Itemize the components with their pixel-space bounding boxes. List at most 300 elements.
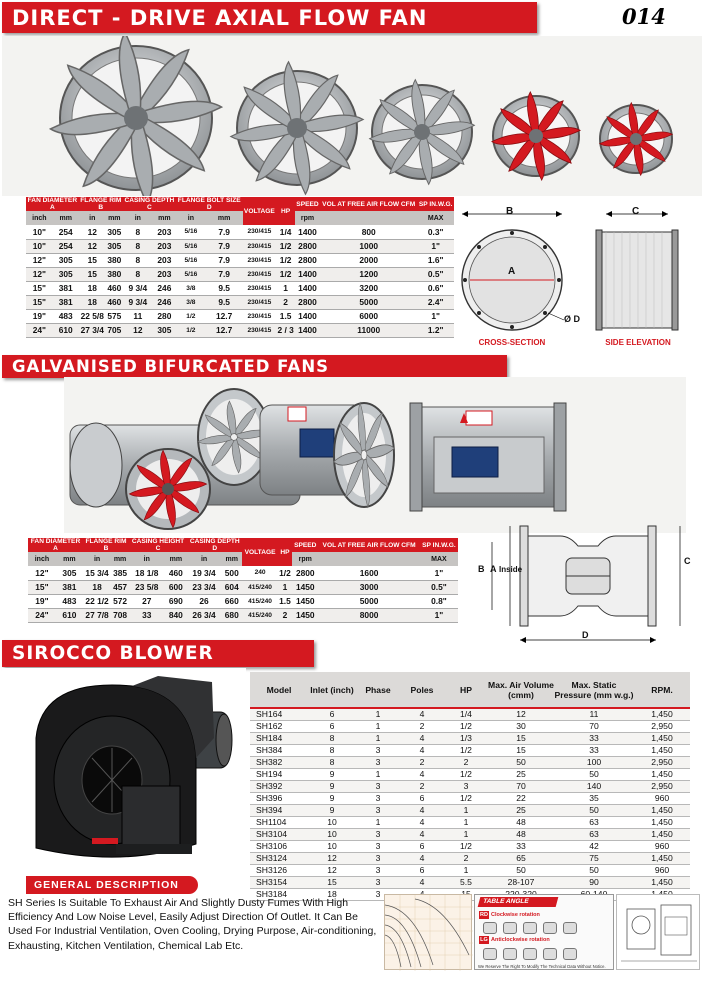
header-hp: HP <box>278 538 293 566</box>
unit: mm <box>111 552 129 566</box>
dim-label-c: C <box>632 206 640 217</box>
general-description-text: SH Series Is Suitable To Exhaust Air And Slightly Dusty Fumes With High Efficiency And Low Noise Level, Easily Adjust Direction Of Outlet. It Can Be Used For Industrial Ventilation, Oven Cooling, Drying Purpose, Air-conditioning, Exhausting, Kitchen Ventilation, Chemical Lab Etc. <box>8 897 377 952</box>
table-cell: 230/415 <box>243 239 277 253</box>
table-cell: 1/2 <box>276 253 295 267</box>
table-cell: 8 <box>123 267 153 281</box>
table-cell: 50 <box>488 865 554 877</box>
table-cell: 1,450 <box>634 829 690 841</box>
table-cell: 690 <box>165 594 188 608</box>
table-cell: 381 <box>53 281 79 295</box>
table-cell: 1,450 <box>634 745 690 757</box>
table-cell: 1 <box>444 805 488 817</box>
table-cell: 63 <box>554 817 634 829</box>
section-title-sirocco-blower: SIROCCO BLOWER <box>2 640 314 667</box>
table-cell: 1400 <box>295 267 320 281</box>
table-cell: 8 <box>123 253 153 267</box>
header-speed: SPEED <box>292 538 318 552</box>
unit: rpm <box>292 552 318 566</box>
table-cell: 1000 <box>320 239 417 253</box>
table-row <box>250 841 690 853</box>
dim-label-c: C <box>684 556 691 566</box>
table-cell: 6 <box>308 721 356 733</box>
table-cell: 1400 <box>295 225 320 239</box>
table-cell: 12 <box>123 323 153 337</box>
unit: mm <box>206 211 243 225</box>
table-cell: 705 <box>107 325 122 335</box>
bifurcated-fan-diagram <box>470 520 698 646</box>
table-cell: 9 3/4 <box>123 281 153 295</box>
table-cell: 2 <box>400 757 444 769</box>
table-cell: 230/415 <box>243 295 277 309</box>
table-cell: 18 <box>308 889 356 901</box>
table-cell: SH394 <box>250 805 308 817</box>
table-cell: 19" <box>26 309 53 323</box>
table-cell: 3000 <box>318 580 420 594</box>
table-cell: 380 <box>107 269 122 279</box>
unit: mm <box>53 211 79 225</box>
table-cell: 2.4" <box>417 295 454 309</box>
table-angle-title: TABLE ANGLE <box>478 897 559 907</box>
table-cell: 1.5 <box>279 596 291 606</box>
table-cell: 23 5/8 <box>129 580 165 594</box>
table-row <box>250 865 690 877</box>
table-cell: 2 <box>444 853 488 865</box>
table-cell: 10" <box>26 239 53 253</box>
table-cell: 3 <box>356 841 400 853</box>
table-cell: 1/2 <box>176 309 206 323</box>
table-cell: 1.6" <box>417 253 454 267</box>
table-cell: 415/240 <box>242 580 277 594</box>
table-cell: 3 <box>356 805 400 817</box>
table-cell: 9 <box>308 781 356 793</box>
page-number: 014 <box>622 4 666 29</box>
table-cell: 2000 <box>320 253 417 267</box>
table-cell: 1/2 <box>444 745 488 757</box>
table-cell: 2 / 3 <box>277 325 294 335</box>
table-cell: 11 <box>554 708 634 721</box>
table-cell: 1" <box>420 566 458 580</box>
rotation-icon <box>503 948 517 960</box>
performance-curve-thumbnail <box>384 894 472 970</box>
table-cell: 10 <box>308 817 356 829</box>
table-cell: 1,450 <box>634 877 690 889</box>
table-cell: 35 <box>554 793 634 805</box>
table-row <box>250 721 690 733</box>
header-inlet: Inlet (inch) <box>308 672 356 708</box>
unit: inch <box>28 552 56 566</box>
table-cell: 9.5 <box>206 281 243 295</box>
table-cell: 5000 <box>320 295 417 309</box>
unit: inch <box>26 211 53 225</box>
header-static-pressure: Max. Static Pressure (mm w.g.) <box>554 672 634 708</box>
table-cell: 230/415 <box>243 281 277 295</box>
table-cell: 10" <box>26 225 53 239</box>
table-cell: 90 <box>554 877 634 889</box>
table-cell: 5.5 <box>444 877 488 889</box>
dim-label-a: A <box>508 266 516 277</box>
table-cell: 5/16 <box>176 267 206 281</box>
table-cell: 27 7/8 <box>83 608 111 622</box>
table-cell: 9 <box>308 793 356 805</box>
table-cell: 305 <box>53 253 79 267</box>
table-cell: 1/2 <box>444 769 488 781</box>
table-cell: 1/2 <box>278 566 293 580</box>
table-cell: 15 <box>308 877 356 889</box>
table-cell: 33 <box>488 841 554 853</box>
table-cell: 1" <box>417 309 454 323</box>
table-cell: 18 <box>83 580 111 594</box>
table-cell: 1450 <box>292 594 318 608</box>
unit <box>318 552 420 566</box>
table-cell: 1 <box>356 721 400 733</box>
table-cell: 1400 <box>295 281 320 295</box>
table-row <box>28 594 458 608</box>
table-cell: 15 3/4 <box>83 566 111 580</box>
table-cell: 5000 <box>318 594 420 608</box>
table-cell: 15" <box>26 295 53 309</box>
table-cell: 8 <box>308 745 356 757</box>
table-cell: 230/415 <box>243 225 277 239</box>
table-cell: SH396 <box>250 793 308 805</box>
table-cell: 33 <box>129 608 165 622</box>
table-cell: 960 <box>634 793 690 805</box>
table-row <box>26 267 454 281</box>
table-cell: 3 <box>356 829 400 841</box>
table-cell: 24" <box>28 608 56 622</box>
table-cell: 0.6" <box>417 281 454 295</box>
table-cell: 385 <box>111 566 129 580</box>
table-cell: 1.5 <box>276 309 295 323</box>
table-cell: 12.7 <box>206 309 243 323</box>
bifurcated-fan-photo <box>64 377 686 533</box>
table-cell: SH3126 <box>250 865 308 877</box>
header-volume: VOL AT FREE AIR FLOW CFM <box>318 538 420 552</box>
table-cell: 15" <box>26 281 53 295</box>
table-cell: 280 <box>153 309 176 323</box>
header-casing-depth: CASING DEPTH D <box>187 538 242 552</box>
rotation-icon <box>543 948 557 960</box>
table-cell: 65 <box>488 853 554 865</box>
table-cell: SH3154 <box>250 877 308 889</box>
table-cell: 254 <box>53 225 79 239</box>
header-sp: SP IN.W.G. <box>417 197 454 211</box>
table-row <box>28 566 458 580</box>
table-row <box>250 877 690 889</box>
table-cell: 12 <box>308 853 356 865</box>
axial-fan-photo <box>2 36 702 196</box>
blower-dimension-drawing <box>616 894 700 970</box>
table-cell: 3/8 <box>176 295 206 309</box>
unit: in <box>187 552 221 566</box>
table-cell: 23 3/4 <box>187 580 221 594</box>
table-cell: 9 <box>308 805 356 817</box>
table-cell: 6 <box>308 708 356 721</box>
header-sp: SP IN.W.G. <box>420 538 458 552</box>
table-cell: 3 <box>356 877 400 889</box>
table-cell: 4 <box>400 745 444 757</box>
caption-cross-section: CROSS-SECTION <box>478 338 546 347</box>
header-speed: SPEED <box>295 197 320 211</box>
axial-fan-diagram <box>456 200 696 350</box>
clockwise-rotation-label <box>479 911 540 919</box>
table-angle-box <box>474 894 614 970</box>
table-cell: 3 <box>444 781 488 793</box>
table-cell: 610 <box>56 608 83 622</box>
table-cell: 2,950 <box>634 721 690 733</box>
table-cell: 8 <box>308 733 356 745</box>
table-row <box>250 757 690 769</box>
table-cell: SH164 <box>250 708 308 721</box>
table-cell: 7.9 <box>206 239 243 253</box>
table-cell: 12 <box>308 865 356 877</box>
table-cell: 2 <box>278 608 293 622</box>
table-cell: 4 <box>400 733 444 745</box>
table-cell: 2800 <box>295 295 320 309</box>
table-cell: 203 <box>153 225 176 239</box>
table-cell: 240 <box>242 566 277 580</box>
table-cell: 4 <box>400 708 444 721</box>
table-cell: 3 <box>356 793 400 805</box>
table-cell: 12.7 <box>206 323 243 337</box>
table-cell: 3 <box>356 889 400 901</box>
table-cell: SH162 <box>250 721 308 733</box>
unit: mm <box>106 211 123 225</box>
table-cell: 3 <box>356 757 400 769</box>
dim-label-a: A <box>490 564 497 574</box>
table-cell: 4 <box>400 817 444 829</box>
table-cell: 18 <box>79 295 106 309</box>
table-row <box>26 295 454 309</box>
table-cell: SH3184 <box>250 889 308 901</box>
table-cell: 48 <box>488 829 554 841</box>
table-cell: 63 <box>554 829 634 841</box>
sirocco-blower-photo <box>2 668 246 872</box>
table-cell: 9 3/4 <box>123 295 153 309</box>
header-fan-diameter: FAN DIAMETER A <box>27 197 78 211</box>
table-cell: 1" <box>417 239 454 253</box>
table-cell: 1/4 <box>444 708 488 721</box>
table-cell: 460 <box>107 283 122 293</box>
table-cell: 140 <box>554 781 634 793</box>
table-cell: 0.5" <box>420 580 458 594</box>
table-cell: 70 <box>488 781 554 793</box>
table-cell: 27 <box>129 594 165 608</box>
table-cell: 305 <box>53 267 79 281</box>
table-cell: 1 <box>444 865 488 877</box>
table-row <box>26 253 454 267</box>
table-cell: 381 <box>53 295 79 309</box>
table-cell: 246 <box>153 295 176 309</box>
table-cell: 3 <box>356 853 400 865</box>
table-cell: 800 <box>320 225 417 239</box>
table-cell: 1 <box>356 817 400 829</box>
table-cell: 1,450 <box>634 708 690 721</box>
table-cell: 1 <box>356 708 400 721</box>
table-cell: 15 <box>488 745 554 757</box>
table-cell: 22 1/2 <box>83 594 111 608</box>
table-cell: 12 <box>79 225 106 239</box>
table-cell: 230/415 <box>243 253 277 267</box>
table-cell: 2800 <box>295 239 320 253</box>
table-cell: SH184 <box>250 733 308 745</box>
table-cell: 2 <box>444 757 488 769</box>
unit: mm <box>165 552 188 566</box>
table-cell: 8 <box>123 225 153 239</box>
table-cell: 600 <box>165 580 188 594</box>
table-cell: 48 <box>488 817 554 829</box>
header-air-volume: Max. Air Volume (cmm) <box>488 672 554 708</box>
table-cell: 460 <box>107 297 122 307</box>
table-cell: 19" <box>28 594 56 608</box>
table-cell: 12" <box>26 267 53 281</box>
dim-label-d: D <box>582 630 589 640</box>
table-cell: 203 <box>153 253 176 267</box>
header-flange-rim: FLANGE RIM B <box>83 538 129 552</box>
table-cell: 50 <box>554 805 634 817</box>
table-cell: 500 <box>221 566 242 580</box>
header-voltage: VOLTAGE <box>243 197 277 225</box>
table-cell: 1/2 <box>276 239 295 253</box>
unit: mm <box>221 552 242 566</box>
table-cell: 8000 <box>318 608 420 622</box>
table-row <box>250 745 690 757</box>
table-cell: 1,450 <box>634 817 690 829</box>
table-cell: 8 <box>308 757 356 769</box>
table-cell: 610 <box>53 323 79 337</box>
table-cell: 230/415 <box>243 323 277 337</box>
table-cell: 1450 <box>292 580 318 594</box>
table-row <box>26 281 454 295</box>
table-row <box>250 793 690 805</box>
table-cell: 5/16 <box>176 239 206 253</box>
table-cell: 457 <box>113 582 128 592</box>
table-row <box>250 781 690 793</box>
table-cell: 246 <box>153 281 176 295</box>
table-row <box>26 225 454 239</box>
unit: rpm <box>295 211 320 225</box>
lg-code: LG <box>480 937 488 943</box>
table-cell: SH3104 <box>250 829 308 841</box>
table-cell: 1,450 <box>634 769 690 781</box>
table-cell: 415/240 <box>242 608 277 622</box>
table-row <box>250 733 690 745</box>
table-cell: 11 <box>123 309 153 323</box>
table-cell: 4 <box>400 769 444 781</box>
table-cell: 2 <box>400 721 444 733</box>
dim-label-d: Ø D <box>564 314 581 324</box>
table-cell: 22 <box>488 793 554 805</box>
header-rpm: RPM. <box>634 672 690 708</box>
table-cell: 0.8" <box>420 594 458 608</box>
table-cell: 1/2 <box>176 323 206 337</box>
table-cell: 4 <box>400 877 444 889</box>
table-cell: 9.5 <box>206 295 243 309</box>
table-cell: 15" <box>28 580 56 594</box>
table-cell: 203 <box>153 239 176 253</box>
table-cell: 7.9 <box>206 267 243 281</box>
table-cell: 10 <box>308 829 356 841</box>
table-cell: 1600 <box>318 566 420 580</box>
rotation-icon <box>563 948 577 960</box>
table-cell: 1" <box>420 608 458 622</box>
table-cell: 1,450 <box>634 805 690 817</box>
table-cell: 26 3/4 <box>187 608 221 622</box>
table-cell: 25 <box>488 805 554 817</box>
table-cell: 604 <box>221 580 242 594</box>
table-row <box>250 769 690 781</box>
table-row <box>250 853 690 865</box>
table-row <box>28 608 458 622</box>
table-cell: 6 <box>400 793 444 805</box>
section-title-bifurcated-fans: GALVANISED BIFURCATED FANS <box>2 355 507 378</box>
table-cell: 0.3" <box>417 225 454 239</box>
unit: in <box>79 211 106 225</box>
table-cell: 680 <box>221 608 242 622</box>
dim-label-b: B <box>506 206 514 217</box>
rotation-icon <box>483 948 497 960</box>
rotation-icon <box>483 922 497 934</box>
table-cell: 50 <box>554 769 634 781</box>
table-cell: 1 <box>356 733 400 745</box>
section-title-axial-fan: DIRECT - DRIVE AXIAL FLOW FAN <box>2 2 537 33</box>
table-cell: 8 <box>123 239 153 253</box>
table-cell: 15 <box>79 253 106 267</box>
rotation-icon <box>503 922 517 934</box>
table-cell: 1400 <box>295 323 320 337</box>
table-cell: 42 <box>554 841 634 853</box>
table-cell: 18 <box>79 281 106 295</box>
table-cell: 15 <box>79 267 106 281</box>
table-cell: 11000 <box>320 323 417 337</box>
general-description-title: GENERAL DESCRIPTION <box>26 876 198 894</box>
table-cell: 2800 <box>292 566 318 580</box>
header-poles: Poles <box>400 672 444 708</box>
table-cell: 1 <box>278 580 293 594</box>
table-cell: 1,450 <box>634 733 690 745</box>
table-cell: 380 <box>107 255 122 265</box>
table-cell: 1450 <box>292 608 318 622</box>
table-cell: 50 <box>554 865 634 877</box>
table-cell: 33 <box>554 745 634 757</box>
header-casing-depth: CASING DEPTH C <box>124 197 175 211</box>
header-model: Model <box>250 672 308 708</box>
table-cell: 6 <box>400 841 444 853</box>
unit: MAX <box>417 211 454 225</box>
table-cell: 28-107 <box>488 877 554 889</box>
table-cell: 24" <box>26 323 53 337</box>
table-cell: 7.9 <box>206 225 243 239</box>
table-cell: 1 <box>444 817 488 829</box>
table-cell: 2 <box>400 781 444 793</box>
table-cell: SH384 <box>250 745 308 757</box>
table-row <box>26 239 454 253</box>
table-cell: 3/8 <box>176 281 206 295</box>
table-cell: 30 <box>488 721 554 733</box>
unit: in <box>83 552 111 566</box>
table-cell: 708 <box>113 610 128 620</box>
table-cell: 10 <box>308 841 356 853</box>
table-cell: 12" <box>26 253 53 267</box>
table-cell: 305 <box>107 241 122 251</box>
table-cell: 3 <box>356 865 400 877</box>
table-cell: 5/16 <box>176 253 206 267</box>
bifurcated-fan-spec-table <box>28 538 458 623</box>
table-cell: 483 <box>53 309 79 323</box>
table-row <box>250 817 690 829</box>
table-cell: 1 <box>444 829 488 841</box>
header-fan-diameter: FAN DIAMETER A <box>28 538 83 552</box>
table-cell: 3 <box>356 781 400 793</box>
